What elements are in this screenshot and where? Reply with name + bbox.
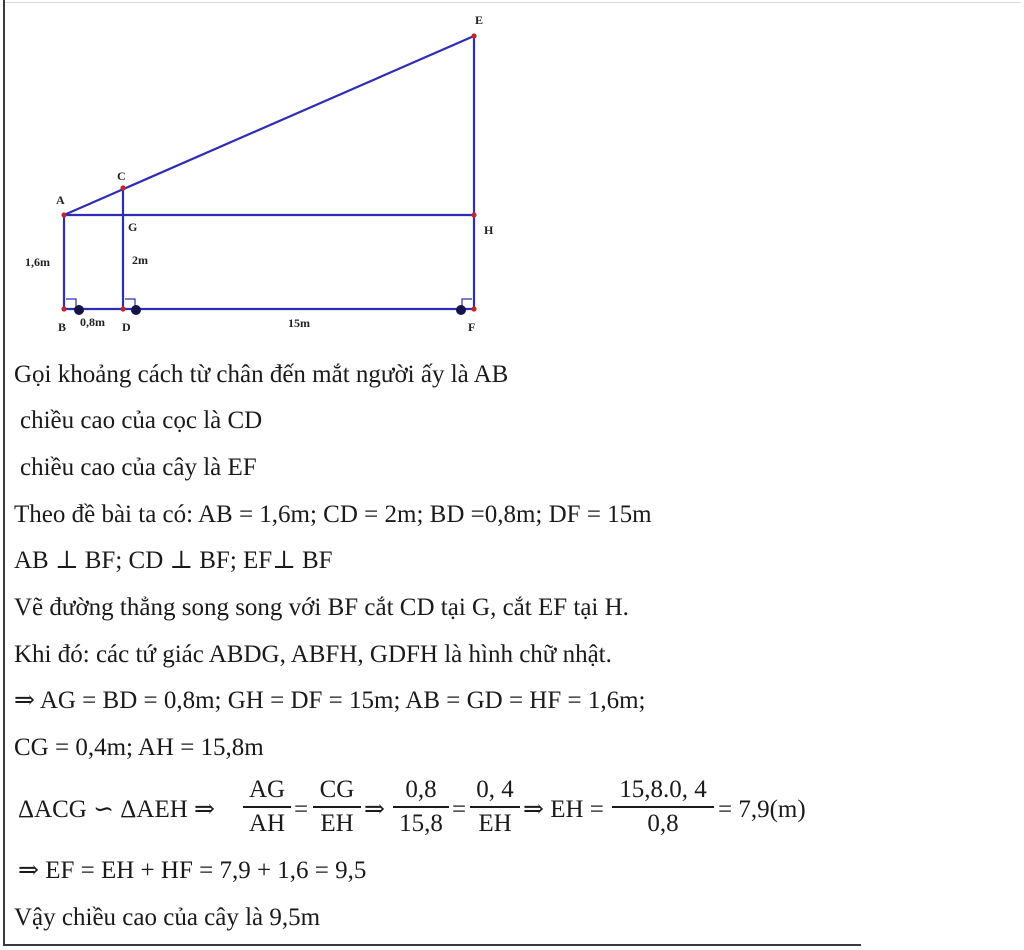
frame-bottom-border <box>3 944 861 946</box>
text-line-3: chiều cao của cây là EF <box>20 454 257 481</box>
point-e <box>471 33 476 38</box>
label-h: H <box>484 223 494 237</box>
label-f: F <box>468 320 476 334</box>
fraction-denominator: 0,8 <box>647 810 679 837</box>
text-line-6: Vẽ đường thẳng song song với BF cắt CD tại G, cắt EF tại H. <box>14 594 629 621</box>
implies-arrow: ⇒ <box>364 796 385 823</box>
geometry-figure <box>0 0 520 345</box>
label-d: D <box>122 320 131 334</box>
fraction-bar <box>243 806 291 808</box>
point-d <box>120 306 125 311</box>
fraction-numerator: 0, 4 <box>476 776 514 803</box>
right-angle-b <box>66 299 76 309</box>
text-line-4: Theo đề bài ta có: AB = 1,6m; CD = 2m; BD =0,8m; DF = 15m <box>14 501 652 528</box>
foot-marker-f <box>456 305 466 315</box>
fraction-bar <box>393 806 449 808</box>
label-bd-length: 0,8m <box>80 315 105 329</box>
fraction-bar <box>612 806 714 808</box>
fraction-denominator: 15,8 <box>399 810 443 837</box>
fraction-denominator: EH <box>320 810 354 837</box>
point-a <box>61 212 66 217</box>
point-c <box>120 185 125 190</box>
equals-sign: = <box>452 796 467 823</box>
equation-prefix: ΔACG ∽ ΔAEH ⇒ <box>18 796 215 823</box>
label-g: G <box>128 220 138 234</box>
eh-result: = 7,9(m) <box>718 796 806 823</box>
fraction-08-158 <box>393 776 449 838</box>
fraction-eh-calc <box>612 776 714 838</box>
fraction-denominator: EH <box>478 810 512 837</box>
fraction-bar <box>313 806 361 808</box>
text-line-5: AB ⊥ BF; CD ⊥ BF; EF⊥ BF <box>14 547 333 574</box>
label-cd-length: 2m <box>132 253 148 267</box>
equals-sign: = <box>294 796 309 823</box>
text-line-7: Khi đó: các tứ giác ABDG, ABFH, GDFH là hình chữ nhật. <box>14 641 612 668</box>
text-line-2: chiều cao của cọc là CD <box>20 407 263 434</box>
point-h <box>471 212 476 217</box>
conclusion-line: Vậy chiều cao của cây là 9,5m <box>14 904 321 931</box>
label-a: A <box>56 193 65 207</box>
text-line-1: Gọi khoảng cách từ chân đến mắt người ấy là AB <box>14 361 509 388</box>
foot-marker-b <box>74 305 84 315</box>
label-e: E <box>475 13 484 27</box>
fraction-numerator: CG <box>319 776 355 803</box>
fraction-numerator: 15,8.0, 4 <box>619 776 707 803</box>
right-angle-marks <box>66 299 472 309</box>
label-c: C <box>117 169 126 183</box>
label-ab-length: 1,6m <box>25 255 50 269</box>
fraction-04-eh <box>470 776 520 838</box>
point-f <box>471 306 476 311</box>
fraction-cg-eh <box>313 776 361 838</box>
text-line-8: ⇒ AG = BD = 0,8m; GH = DF = 15m; AB = GD = HF = 1,6m; <box>14 687 646 714</box>
text-line-9: CG = 0,4m; AH = 15,8m <box>14 734 264 761</box>
fraction-ag-ah <box>243 776 291 838</box>
foot-marker-d <box>131 305 141 315</box>
fraction-numerator: 0,8 <box>405 776 437 803</box>
eh-result-prefix: ⇒ EH = <box>523 796 604 823</box>
fraction-bar <box>470 806 520 808</box>
point-b <box>61 306 66 311</box>
final-equation: ⇒ EF = EH + HF = 7,9 + 1,6 = 9,5 <box>18 857 367 884</box>
fraction-numerator: AG <box>248 776 286 803</box>
label-b: B <box>58 320 67 334</box>
fraction-denominator: AH <box>248 810 286 837</box>
label-df-length: 15m <box>288 316 310 330</box>
